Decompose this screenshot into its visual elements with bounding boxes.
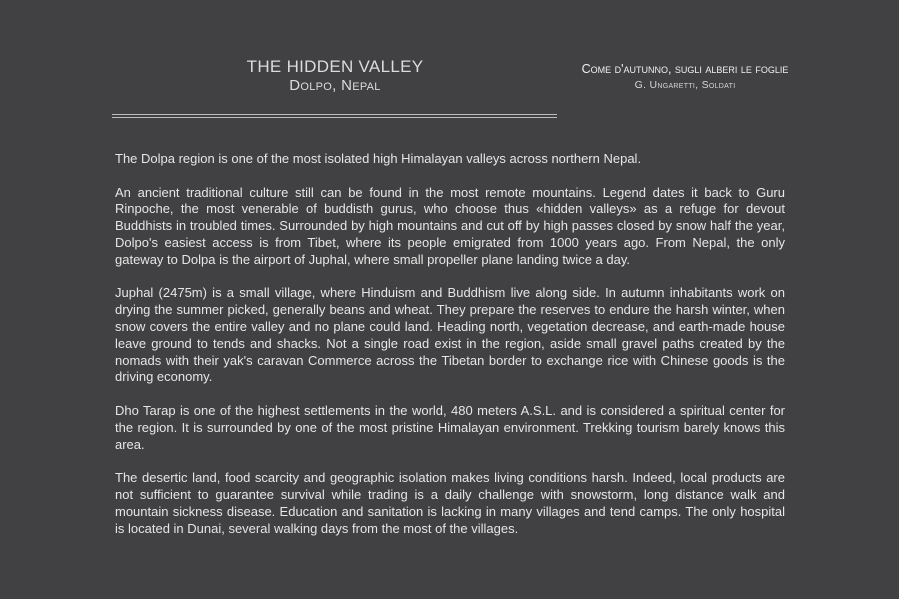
page-title: THE HIDDEN VALLEY: [246, 57, 424, 76]
epigraph-quote: Come d'autunno, sugli alberi le foglie: [581, 62, 789, 76]
title-block: [200, 56, 470, 95]
paragraph-culture: An ancient traditional culture still can be found in the most remote mountains. Legend dates it back to Guru Rinpoche, the most venerable of buddisth gurus, who choose thus «hidden valleys» as a refuge for devout Buddhists in troubled times. Surrounded by high mountains and cut off by high passes closed by snow half the year, Dolpo's easiest access is from Tibet, where its people emigrated from 1000 years ago. From Nepal, the only gateway to Dolpa is the airport of Juphal, where small propeller plane landing twice a day.: [115, 184, 785, 267]
paragraph-living-conditions: The desertic land, food scarcity and geographic isolation makes living conditions harsh. Indeed, local products are not sufficient to guarantee survival while trading is a daily challenge with snowstorm, long distance walk and mountain sickness disease. Education and sanitation is lacking in many villages and tend camps. The only hospital is located in Dunai, several walking days from the most of the villages.: [115, 470, 785, 536]
paragraph-intro: The Dolpa region is one of the most isolated high Himalayan valleys across northern Nepal.: [115, 151, 642, 166]
page-subtitle: Dolpo, Nepal: [289, 77, 381, 94]
epigraph-author: G. Ungaretti, Soldati: [634, 79, 736, 91]
title-divider: [112, 114, 557, 118]
paragraph-juphal: Juphal (2475m) is a small village, where Hinduism and Buddhism live along side. In autumn inhabitants work on drying the summer picked, generally beans and wheat. They prepare the reserves to endure the harsh winter, when snow covers the entire valley and no plane could land. Heading north, vegetation decrease, and earth-made house leave ground to tends and shacks. Not a single road exist in the region, aside small gravel paths created by the nomads with their yak's caravan Commerce across the Tibetan border to exchange rice with Chinese goods is the driving economy.: [115, 285, 785, 385]
epigraph: [540, 62, 830, 92]
body-text: [115, 151, 785, 554]
paragraph-dho-tarap: Dho Tarap is one of the highest settlements in the world, 480 meters A.S.L. and is considered a spiritual center for the region. It is surrounded by one of the most pristine Himalayan environment. Trekking tourism barely knows this area.: [115, 402, 785, 452]
